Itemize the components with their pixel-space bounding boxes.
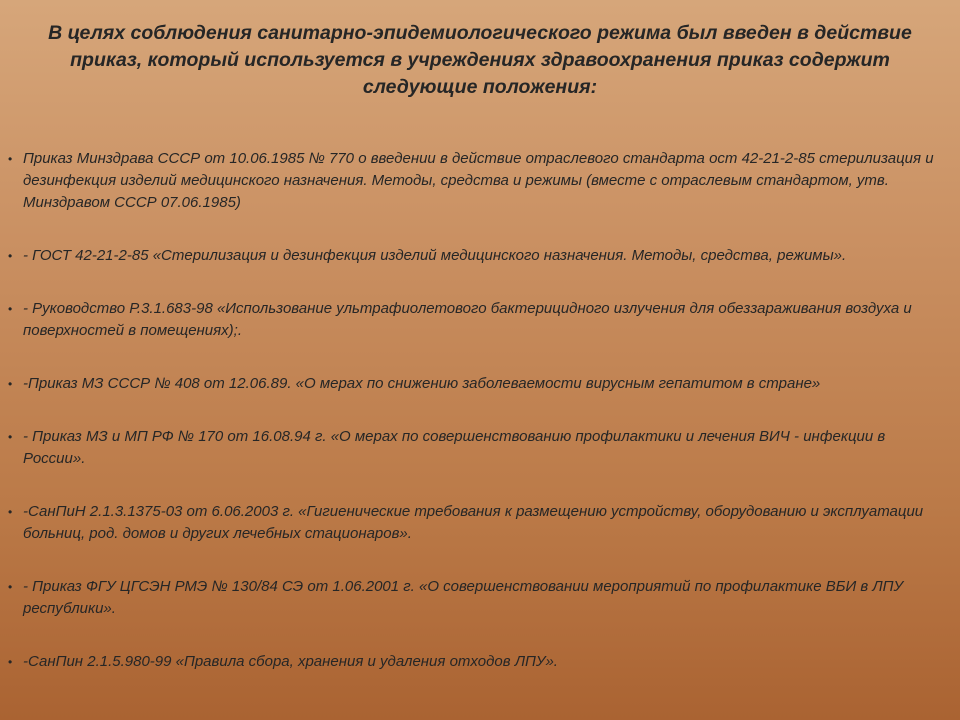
list-item-text: -Приказ МЗ СССР № 408 от 12.06.89. «О мерах по снижению заболеваемости вирусным гепатитом в стране» — [23, 375, 821, 392]
list-item — [8, 245, 938, 267]
list-item — [8, 298, 938, 342]
bullet-dot-icon: • — [8, 580, 13, 594]
list-item-text: - ГОСТ 42-21-2-85 «Стерилизация и дезинфекция изделий медицинского назначения. Методы, средства, режимы». — [23, 247, 847, 264]
list-item-text: -СанПиН 2.1.3.1375-03 от 6.06.2003 г. «Гигиенические требования к размещению устройству, оборудованию и эксплуатации больниц, род. домов и других лечебных стационаров». — [23, 503, 924, 542]
slide-title: В целях соблюдения санитарно-эпидемиологического режима был введен в действие приказ, который используется в учреждениях здравоохранения приказ содержит следующие положения: — [48, 22, 912, 98]
list-item-text: - Руководство Р.3.1.683-98 «Использование ультрафиолетового бактерицидного излучения для обеззараживания воздуха и поверхностей в помещениях);. — [23, 300, 912, 339]
list-item — [8, 426, 938, 470]
bullet-list — [8, 148, 938, 704]
bullet-dot-icon: • — [8, 302, 13, 316]
list-item — [8, 576, 938, 620]
list-item — [8, 501, 938, 545]
list-item — [8, 373, 938, 395]
bullet-dot-icon: • — [8, 152, 13, 166]
bullet-dot-icon: • — [8, 655, 13, 669]
list-item-text: - Приказ МЗ и МП РФ № 170 от 16.08.94 г. «О мерах по совершенствованию профилактики и лечения ВИЧ - инфекции в России». — [23, 428, 886, 467]
list-item — [8, 148, 938, 214]
bullet-dot-icon: • — [8, 505, 13, 519]
list-item-text: Приказ Минздрава СССР от 10.06.1985 № 770 о введении в действие отраслевого стандарта ост 42-21-2-85 стерилизация и дезинфекция изделий медицинского назначения. Методы, средства и режимы (вместе с отраслевым стандартом, утв. Минздравом СССР 07.06.1985) — [23, 150, 934, 211]
bullet-dot-icon: • — [8, 377, 13, 391]
list-item — [8, 651, 938, 673]
bullet-dot-icon: • — [8, 430, 13, 444]
bullet-dot-icon: • — [8, 249, 13, 263]
list-item-text: -СанПин 2.1.5.980-99 «Правила сбора, хранения и удаления отходов ЛПУ». — [23, 653, 558, 670]
list-item-text: - Приказ ФГУ ЦГСЭН РМЭ № 130/84 СЭ от 1.06.2001 г. «О совершенствовании мероприятий по профилактике ВБИ в ЛПУ республики». — [23, 578, 904, 617]
